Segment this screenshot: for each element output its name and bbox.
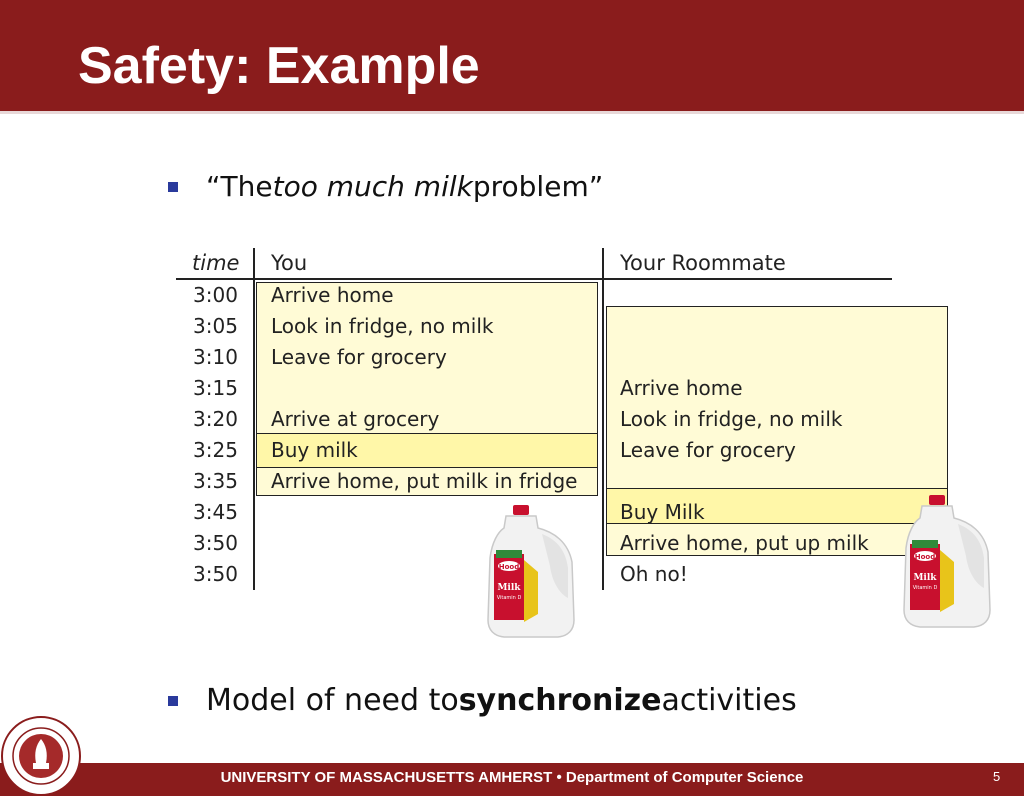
page-number: 5 (993, 769, 1001, 784)
header-you: You (271, 251, 308, 275)
time-cell: 3:35 (193, 469, 238, 493)
slide-title: Safety: Example (78, 37, 480, 95)
svg-text:Milk: Milk (497, 583, 521, 593)
time-cell: 3:15 (193, 376, 238, 400)
you-cell: Arrive at grocery (271, 407, 440, 431)
you-cell: Buy milk (271, 438, 358, 462)
bullet-too-much-milk (168, 170, 603, 203)
header-rule (176, 278, 892, 280)
you-cell: Look in fridge, no milk (271, 314, 494, 338)
bullet-suffix: activities (661, 683, 797, 718)
bullet-prefix: “The (206, 170, 273, 203)
bullet-emphasis: synchronize (458, 683, 662, 718)
time-cell: 3:10 (193, 345, 238, 369)
column-rule-1 (253, 248, 255, 590)
svg-text:Hood: Hood (914, 553, 936, 561)
header-time: time (192, 251, 240, 275)
bullet-emphasis: too much milk (272, 170, 473, 203)
milk-jug-image (484, 502, 578, 642)
bullet-suffix: problem” (472, 170, 604, 203)
time-cell: 3:45 (193, 500, 238, 524)
column-rule-2 (602, 248, 604, 590)
svg-text:Milk: Milk (913, 573, 937, 583)
milk-jug-image (900, 492, 994, 632)
bullet-synchronize (168, 683, 797, 718)
roommate-cell: Arrive home, put up milk (620, 531, 869, 555)
time-cell: 3:50 (193, 562, 238, 586)
roommate-cell: Oh no! (620, 562, 688, 586)
svg-text:Hood: Hood (498, 563, 520, 571)
time-cell: 3:05 (193, 314, 238, 338)
roommate-cell: Arrive home (620, 376, 743, 400)
time-cell: 3:20 (193, 407, 238, 431)
time-cell: 3:25 (193, 438, 238, 462)
time-cell: 3:50 (193, 531, 238, 555)
header-roommate: Your Roommate (620, 251, 786, 275)
bullet-square-icon (168, 696, 178, 706)
you-cell: Arrive home, put milk in fridge (271, 469, 578, 493)
roommate-cell: Look in fridge, no milk (620, 407, 843, 431)
bullet-square-icon (168, 182, 178, 192)
you-cell: Leave for grocery (271, 345, 447, 369)
bullet-prefix: Model of need to (206, 683, 459, 718)
roommate-cell: Leave for grocery (620, 438, 796, 462)
svg-text:Vitamin D: Vitamin D (496, 595, 522, 601)
footer-text: UNIVERSITY OF MASSACHUSETTS AMHERST • Department of Computer Science (220, 769, 804, 786)
roommate-cell: Buy Milk (620, 500, 705, 524)
time-cell: 3:00 (193, 283, 238, 307)
svg-text:Vitamin D: Vitamin D (912, 585, 938, 591)
you-cell: Arrive home (271, 283, 394, 307)
